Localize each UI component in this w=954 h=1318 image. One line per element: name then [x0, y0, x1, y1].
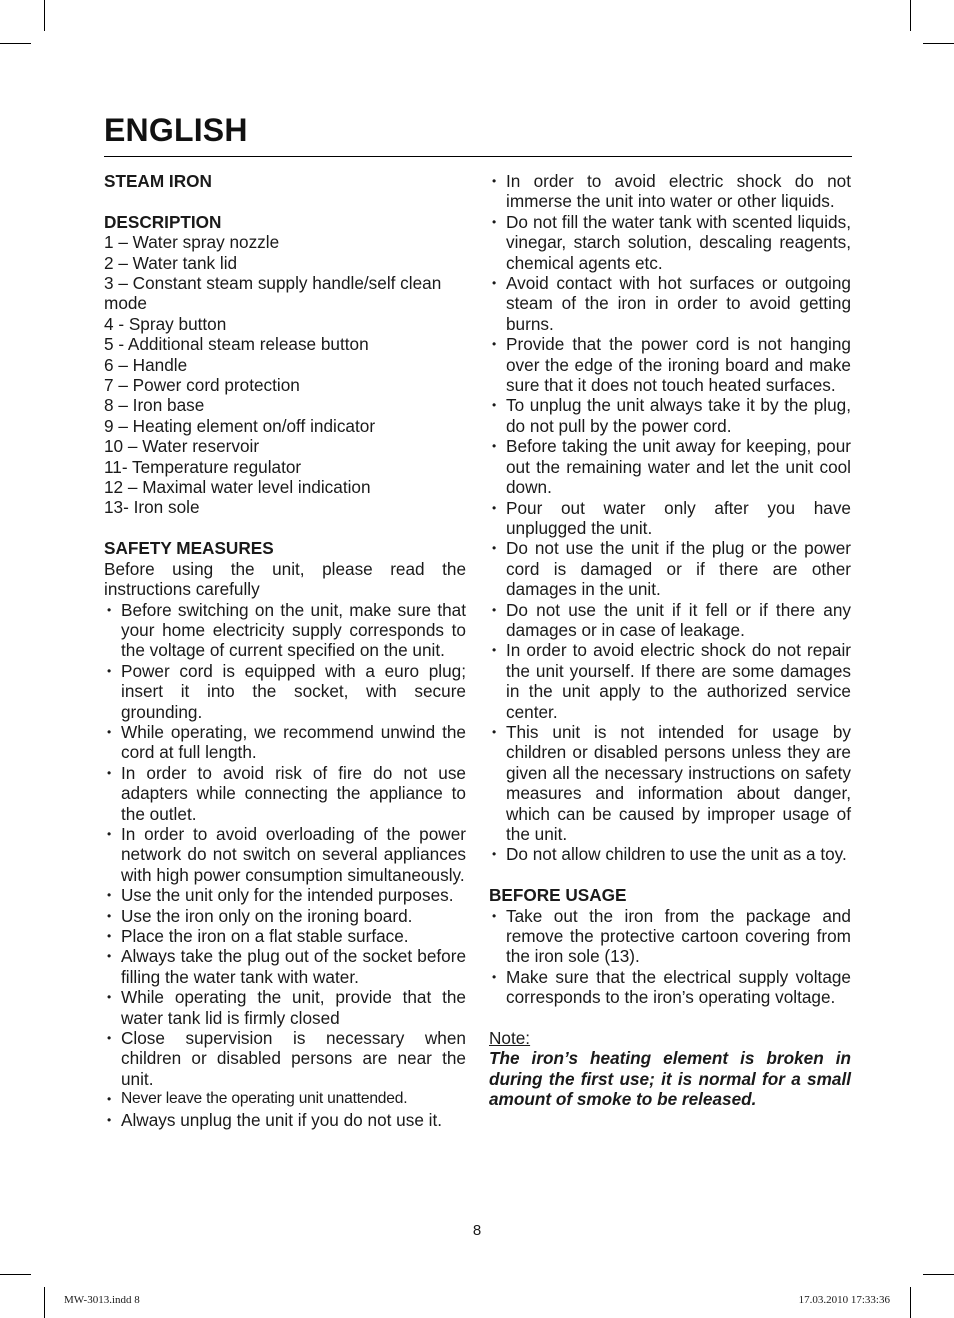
safety-item: • Pour out water only after you have unplugged the unit. [489, 498, 851, 539]
safety-item: • Never leave the operating unit unattended. [104, 1089, 466, 1109]
safety-item: • Provide that the power cord is not hanging over the edge of the ironing board and make sure that it does not touch heated surfaces. [489, 334, 851, 395]
safety-list-right [489, 171, 851, 865]
safety-item: • While operating the unit, provide that the water tank lid is firmly closed [104, 987, 466, 1028]
page-number: 8 [472, 1222, 482, 1239]
description-item: 13- Iron sole [104, 497, 200, 518]
safety-item: • Before switching on the unit, make sure that your home electricity supply corresponds to the voltage of current specified on the unit. [104, 600, 466, 661]
safety-item: • Before taking the unit away for keeping, pour out the remaining water and let the unit cool down. [489, 436, 851, 497]
safety-heading: SAFETY MEASURES [104, 538, 274, 559]
safety-item: • Place the iron on a flat stable surface. [104, 926, 466, 946]
safety-item: • Always take the plug out of the socket before filling the water tank with water. [104, 946, 466, 987]
crop-mark-top-left-h [0, 43, 31, 44]
description-item: 1 – Water spray nozzle [104, 232, 280, 253]
crop-mark-bottom-left-v [44, 1287, 45, 1318]
crop-mark-top-left-v [44, 0, 45, 31]
safety-item: • This unit is not intended for usage by children or disabled persons unless they are given all the necessary instructions on safety measures and information about danger, which can be caused by improper usage of the unit. [489, 722, 851, 844]
safety-item: • Close supervision is necessary when children or disabled persons are near the unit. [104, 1028, 466, 1089]
safety-item: • Do not allow children to use the unit as a toy. [489, 844, 851, 864]
description-item: 5 - Additional steam release button [104, 334, 369, 355]
note-label: Note: [489, 1028, 531, 1049]
safety-item: • In order to avoid electric shock do not repair the unit yourself. If there are some damages in the unit apply to the authorized service center. [489, 640, 851, 722]
description-item: 9 – Heating element on/off indicator [104, 415, 376, 436]
description-item: 6 – Handle [104, 354, 188, 375]
description-item: 3 – Constant steam supply handle/self clean mode [104, 273, 442, 314]
crop-mark-top-right-v [910, 0, 911, 31]
crop-mark-bottom-right-v [910, 1287, 911, 1318]
before-usage-item: • Make sure that the electrical supply voltage corresponds to the iron’s operating voltage. [489, 967, 851, 1008]
page-heading: ENGLISH [104, 112, 248, 148]
crop-mark-bottom-right-h [923, 1274, 954, 1275]
safety-item: • Do not use the unit if it fell or if there any damages or in case of leakage. [489, 600, 851, 641]
safety-item: • Avoid contact with hot surfaces or outgoing steam of the iron in order to avoid getting burns. [489, 273, 851, 334]
crop-mark-bottom-left-h [0, 1274, 31, 1275]
safety-item: • In order to avoid risk of fire do not use adapters while connecting the appliance to the outlet. [104, 763, 466, 824]
right-column [489, 171, 851, 1110]
safety-item: • Do not fill the water tank with scented liquids, vinegar, starch solution, descaling reagents, chemical agents etc. [489, 212, 851, 273]
safety-item: • In order to avoid overloading of the power network do not switch on several appliances with high power consumption simultaneously. [104, 824, 466, 885]
safety-item: • Power cord is equipped with a euro plug; insert it into the socket, with secure grounding. [104, 661, 466, 722]
description-item: 4 - Spray button [104, 313, 227, 334]
description-item: 10 – Water reservoir [104, 436, 260, 457]
description-item: 12 – Maximal water level indication [104, 477, 371, 498]
description-item: 2 – Water tank lid [104, 252, 238, 273]
description-list [104, 232, 466, 518]
print-slug-date: 17.03.2010 17:33:36 [798, 1294, 890, 1306]
description-item: 8 – Iron base [104, 395, 205, 416]
safety-item: • Use the unit only for the intended purposes. [104, 885, 466, 905]
safety-list-left [104, 600, 466, 1131]
description-item: 7 – Power cord protection [104, 375, 300, 396]
before-usage-list [489, 906, 851, 1008]
before-usage-item: • Take out the iron from the package and remove the protective cartoon covering from the iron sole (13). [489, 906, 851, 967]
safety-item: • While operating, we recommend unwind the cord at full length. [104, 722, 466, 763]
section-title-steam-iron: STEAM IRON [104, 171, 212, 191]
description-heading: DESCRIPTION [104, 211, 222, 232]
safety-item: • Use the iron only on the ironing board. [104, 906, 466, 926]
left-column [104, 171, 466, 1130]
safety-item: • Do not use the unit if the plug or the power cord is damaged or if there are other damages in the unit. [489, 538, 851, 599]
print-slug-file: MW-3013.indd 8 [64, 1294, 140, 1306]
description-item: 11- Temperature regulator [104, 456, 302, 477]
crop-mark-top-right-h [923, 43, 954, 44]
safety-item: • To unplug the unit always take it by the plug, do not pull by the power cord. [489, 395, 851, 436]
heading-rule [104, 156, 852, 157]
before-usage-heading: BEFORE USAGE [489, 885, 627, 906]
note-text: The iron’s heating element is broken in during the first use; it is normal for a small amount of smoke to be released. [489, 1048, 851, 1110]
safety-intro: Before using the unit, please read the instructions carefully [104, 558, 466, 600]
safety-item: • Always unplug the unit if you do not use it. [104, 1110, 466, 1130]
safety-item: • In order to avoid electric shock do not immerse the unit into water or other liquids. [489, 171, 851, 212]
